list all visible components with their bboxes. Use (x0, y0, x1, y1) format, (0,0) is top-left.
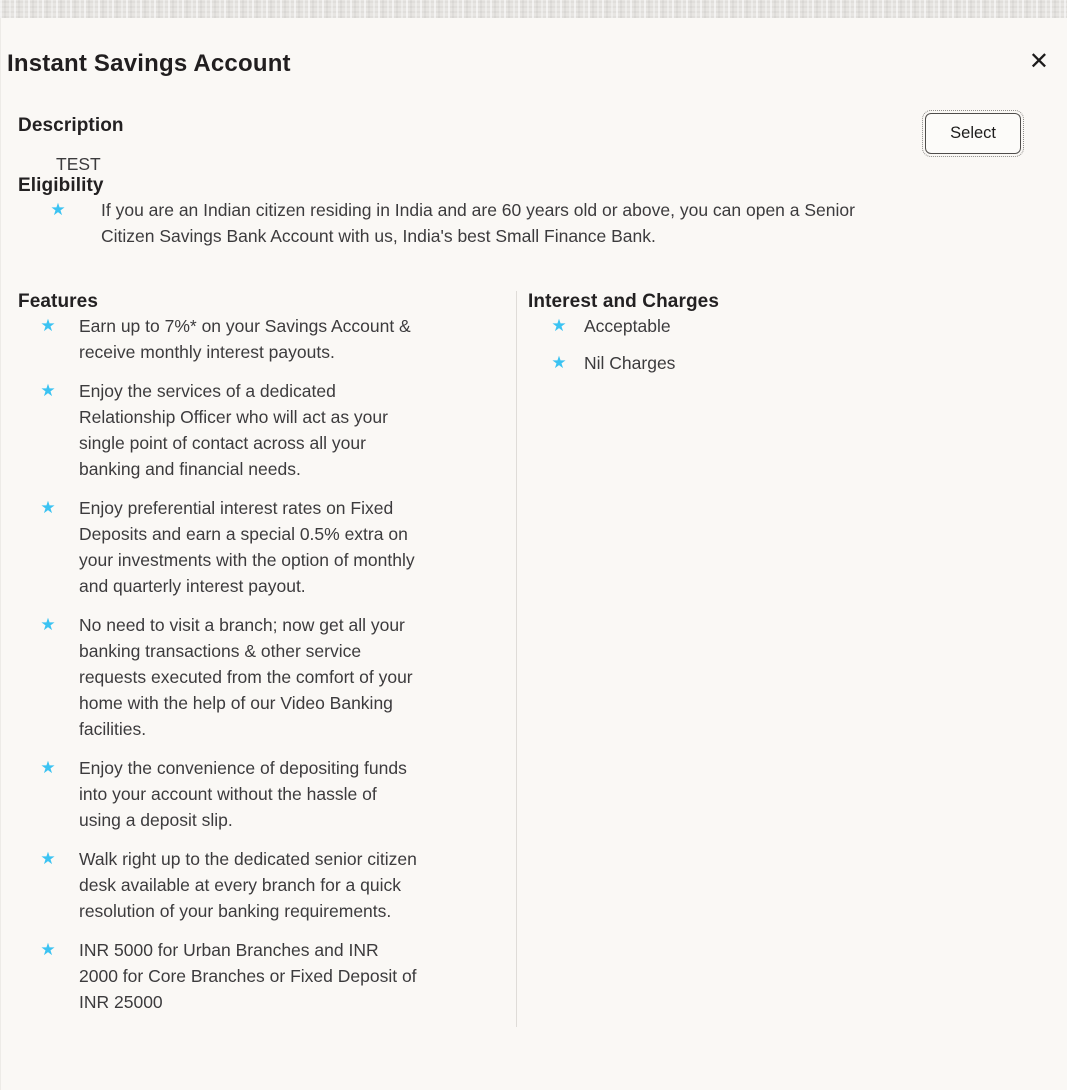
interest-charges-item-text: Acceptable (584, 316, 671, 336)
star-icon: ★ (40, 381, 56, 400)
feature-item-text: INR 5000 for Urban Branches and INR 2000 for Core Branches or Fixed Deposit of INR 25000 (79, 940, 417, 1012)
features-column (18, 291, 517, 1027)
star-icon: ★ (40, 940, 56, 959)
feature-item (18, 846, 516, 924)
product-details-modal (0, 18, 1067, 1090)
star-icon: ★ (40, 615, 56, 634)
close-icon[interactable]: ✕ (1021, 46, 1057, 78)
select-button[interactable]: Select (925, 113, 1021, 154)
star-icon: ★ (40, 849, 56, 868)
feature-item-text: Enjoy the services of a dedicated Relationship Officer who will act as your single point of contact across all your banking and financial needs. (79, 381, 388, 479)
description-section (18, 115, 1037, 175)
interest-charges-item-text: Nil Charges (584, 353, 676, 373)
interest-charges-item (528, 313, 1037, 339)
interest-charges-heading: Interest and Charges (528, 291, 719, 312)
feature-item (18, 612, 516, 742)
feature-item-text: Enjoy the convenience of depositing funds into your account without the hassle of using a deposit slip. (79, 758, 407, 830)
description-value: TEST (56, 154, 101, 174)
feature-item (18, 378, 516, 482)
features-heading: Features (18, 291, 99, 312)
interest-charges-item (528, 350, 1037, 376)
eligibility-heading: Eligibility (18, 175, 104, 196)
feature-item (18, 495, 516, 599)
star-icon: ★ (40, 498, 56, 517)
feature-item-text: Enjoy preferential interest rates on Fixed Deposits and earn a special 0.5% extra on your investments with the option of monthly and quarterly interest payout. (79, 498, 415, 596)
star-icon: ★ (551, 353, 567, 372)
description-block (18, 115, 124, 175)
eligibility-item-text: If you are an Indian citizen residing in India and are 60 years old or above, you can open a Senior Citizen Savings Bank Account with us, India's best Small Finance Bank. (101, 200, 855, 246)
feature-item-text: Walk right up to the dedicated senior citizen desk available at every branch for a quick resolution of your banking requirements. (79, 849, 417, 921)
star-icon: ★ (551, 316, 567, 335)
interest-charges-column (517, 291, 1037, 1027)
page-texture-strip (0, 0, 1067, 18)
interest-charges-list (528, 313, 1037, 376)
eligibility-list (18, 197, 1037, 249)
feature-item (18, 313, 516, 365)
feature-item-text: Earn up to 7%* on your Savings Account & receive monthly interest payouts. (79, 316, 411, 362)
star-icon: ★ (50, 200, 66, 219)
star-icon: ★ (40, 316, 56, 335)
select-button-focus-ring (922, 110, 1024, 157)
two-column-section (18, 291, 1037, 1027)
feature-item (18, 937, 516, 1015)
features-list (18, 313, 516, 1015)
page-title: Instant Savings Account (7, 50, 291, 77)
eligibility-item (18, 197, 1037, 249)
feature-item (18, 755, 516, 833)
feature-item-text: No need to visit a branch; now get all your banking transactions & other service requests executed from the comfort of your home with the help of our Video Banking facilities. (79, 615, 413, 739)
description-heading: Description (18, 115, 124, 136)
star-icon: ★ (40, 758, 56, 777)
